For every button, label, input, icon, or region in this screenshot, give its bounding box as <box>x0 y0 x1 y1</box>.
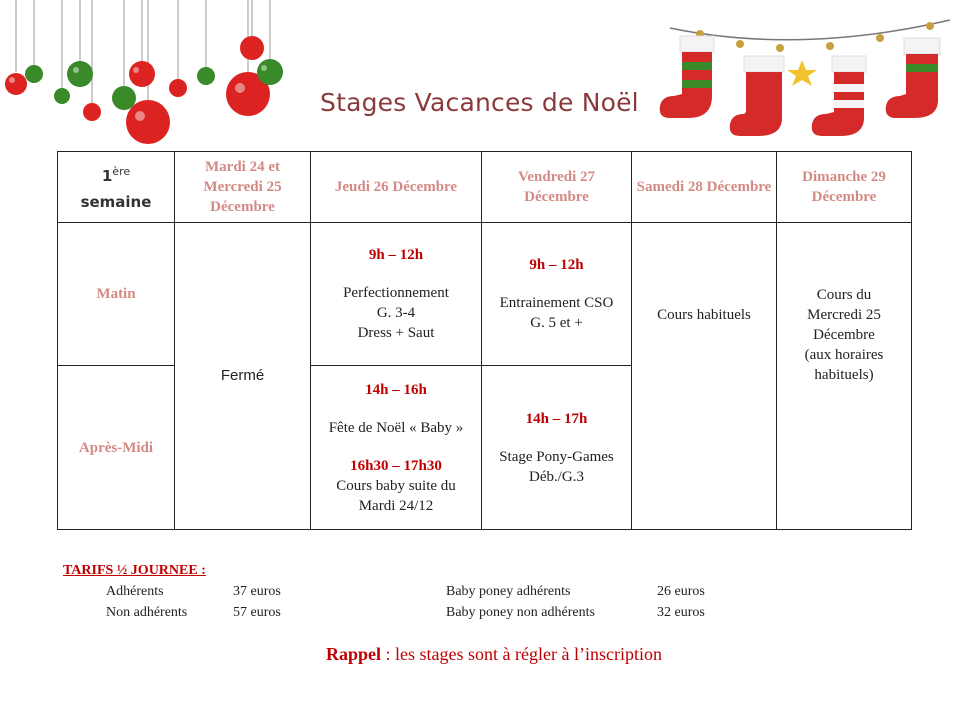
reminder-text: : les stages sont à régler à l’inscription <box>381 644 662 664</box>
week-word: semaine <box>80 193 152 211</box>
christmas-stockings-decoration <box>640 0 960 150</box>
tarifs-title: TARIFS ½ JOURNEE : <box>63 563 206 578</box>
reminder-label: Rappel <box>326 644 382 664</box>
activity-line: Déb./G.3 <box>529 468 584 485</box>
christmas-ornaments-decoration <box>0 0 300 150</box>
reminder-note <box>326 644 662 665</box>
row-label-afternoon: Après-Midi <box>58 366 175 530</box>
activity-line: Mardi 24/12 <box>358 497 434 514</box>
activity-line: Fête de Noël « Baby » <box>328 419 464 436</box>
time-slot: 16h30 – 17h30 <box>350 457 442 474</box>
table-row-morning <box>58 223 912 366</box>
header-tuesday-wednesday: Mardi 24 et Mercredi 25 Décembre <box>175 152 311 223</box>
time-slot: 14h – 16h <box>365 381 427 398</box>
tarif-price: 26 euros <box>657 584 705 599</box>
row-label-morning: Matin <box>58 223 175 366</box>
week-number: 1 <box>101 167 113 185</box>
week-number-suffix: ère <box>112 165 131 178</box>
activity-line: G. 5 et + <box>530 315 583 331</box>
tarif-price: 57 euros <box>233 605 281 620</box>
header-saturday: Samedi 28 Décembre <box>632 152 777 223</box>
activity-line: Stage Pony-Games <box>499 448 614 465</box>
page-title: Stages Vacances de Noël <box>320 88 639 117</box>
friday-afternoon-cell <box>482 366 632 530</box>
activity-line: Entrainement CSO <box>499 295 614 311</box>
activity-line: Cours du <box>816 287 872 303</box>
thursday-morning-cell <box>311 223 482 366</box>
closed-cell: Fermé <box>175 223 311 530</box>
saturday-cell <box>632 223 777 530</box>
time-slot: 14h – 17h <box>525 410 588 427</box>
thursday-afternoon-cell <box>311 366 482 530</box>
activity-line: Dress + Saut <box>357 325 435 341</box>
sunday-cell <box>777 223 912 530</box>
tarif-price: 32 euros <box>657 605 705 620</box>
activity-line: Mercredi 25 <box>807 307 881 323</box>
activity-line: Décembre <box>813 327 875 343</box>
activity-line: Perfectionnement <box>343 285 449 301</box>
activity-line: habituels) <box>814 367 874 383</box>
table-header-row <box>58 152 912 223</box>
week-label-cell <box>58 152 175 223</box>
schedule-table <box>57 151 912 530</box>
time-slot: 9h – 12h <box>368 247 424 263</box>
header-thursday: Jeudi 26 Décembre <box>311 152 482 223</box>
tarif-label: Non adhérents <box>106 605 188 620</box>
activity-line: G. 3-4 <box>376 305 416 321</box>
tarif-label: Baby poney adhérents <box>446 584 571 599</box>
tarif-price: 37 euros <box>233 584 281 599</box>
friday-morning-cell <box>482 223 632 366</box>
header-sunday: Dimanche 29 Décembre <box>777 152 912 223</box>
header-friday: Vendredi 27 Décembre <box>482 152 632 223</box>
activity-line: Cours habituels <box>657 307 751 323</box>
tarif-label: Baby poney non adhérents <box>446 605 595 620</box>
tarif-label: Adhérents <box>106 584 164 599</box>
time-slot: 9h – 12h <box>529 257 584 273</box>
activity-line: (aux horaires <box>804 347 884 363</box>
activity-line: Cours baby suite du <box>336 477 456 494</box>
